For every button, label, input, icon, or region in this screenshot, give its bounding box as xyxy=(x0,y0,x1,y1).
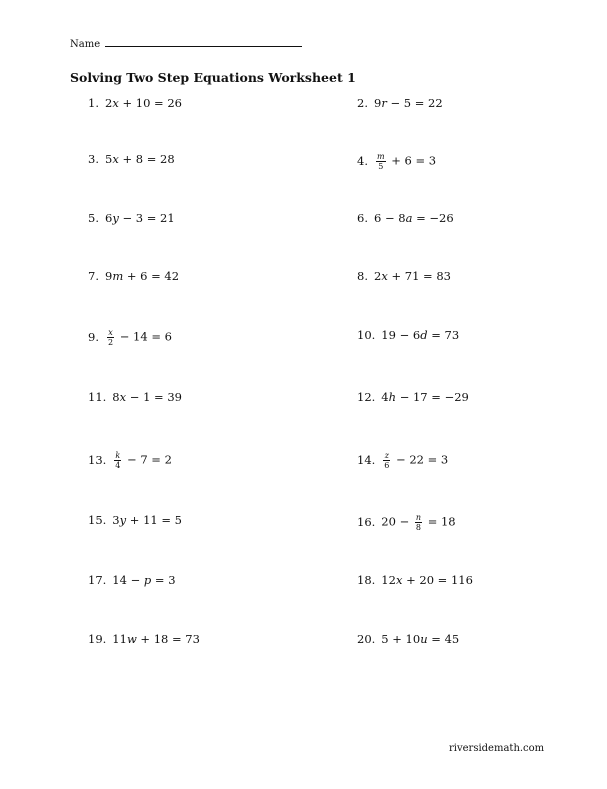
name-label: Name xyxy=(70,39,101,50)
problem-item xyxy=(357,390,469,404)
problem-number: 16. xyxy=(357,514,376,529)
name-blank-line[interactable] xyxy=(105,36,302,47)
problem-equation: 2x + 10 = 26 xyxy=(104,96,182,110)
problem-equation: 5x + 8 = 28 xyxy=(104,152,175,166)
problem-item xyxy=(88,632,200,646)
problem-item xyxy=(88,573,176,587)
problem-number: 2. xyxy=(357,96,368,110)
problem-number: 13. xyxy=(88,452,107,467)
problem-equation: 5 + 10u = 45 xyxy=(381,632,460,646)
worksheet-title: Solving Two Step Equations Worksheet 1 xyxy=(70,70,356,85)
problem-equation: 6 − 8a = −26 xyxy=(373,211,454,225)
problem-number: 6. xyxy=(357,211,368,225)
problem-number: 15. xyxy=(88,513,107,527)
problem-number: 17. xyxy=(88,573,107,587)
problem-item xyxy=(357,269,451,283)
problem-number: 5. xyxy=(88,211,99,225)
problem-number: 7. xyxy=(88,269,99,283)
problem-item xyxy=(88,96,182,110)
problem-equation: 9r − 5 = 22 xyxy=(373,96,443,110)
problem-equation: 9m + 6 = 42 xyxy=(104,269,180,283)
problem-equation: 11w + 18 = 73 xyxy=(112,632,200,646)
problem-equation: 20 − $\frac{n}{8}$ = 18 xyxy=(381,513,456,532)
problem-number: 4. xyxy=(357,153,368,168)
problem-number: 3. xyxy=(88,152,99,166)
problem-item xyxy=(88,152,175,166)
fraction: $\frac{k}{4}$ xyxy=(115,451,121,470)
problem-number: 19. xyxy=(88,632,107,646)
problem-item xyxy=(357,96,443,110)
problem-item xyxy=(357,211,454,225)
problem-item xyxy=(357,513,456,532)
problem-item xyxy=(88,451,172,470)
problem-equation: 2x + 71 = 83 xyxy=(373,269,451,283)
problem-equation: $\frac{x}{2}$ − 14 = 6 xyxy=(107,328,172,347)
problem-number: 14. xyxy=(357,452,376,467)
footer-site: riversidemath.com xyxy=(449,743,545,754)
fraction: $\frac{n}{8}$ xyxy=(415,513,422,532)
problem-equation: 8x − 1 = 39 xyxy=(112,390,182,404)
problem-item xyxy=(357,328,459,342)
problem-item xyxy=(357,573,473,587)
problem-number: 20. xyxy=(357,632,376,646)
problem-number: 8. xyxy=(357,269,368,283)
problem-item xyxy=(88,513,182,527)
problem-equation: $\frac{k}{4}$ − 7 = 2 xyxy=(115,451,172,470)
fraction: $\frac{m}{5}$ xyxy=(376,152,385,171)
problem-equation: $\frac{m}{5}$ + 6 = 3 xyxy=(376,152,437,171)
problem-equation: $\frac{z}{6}$ − 22 = 3 xyxy=(384,451,449,470)
fraction: $\frac{x}{2}$ xyxy=(107,328,114,347)
problem-equation: 19 − 6d = 73 xyxy=(381,328,460,342)
problem-item xyxy=(88,390,182,404)
problem-number: 9. xyxy=(88,329,99,344)
problem-item xyxy=(88,328,172,347)
problem-equation: 4h − 17 = −29 xyxy=(381,390,469,404)
problem-equation: 6y − 3 = 21 xyxy=(104,211,175,225)
problem-number: 10. xyxy=(357,328,376,342)
problem-equation: 12x + 20 = 116 xyxy=(381,573,473,587)
problem-equation: 14 − p = 3 xyxy=(112,573,176,587)
problem-item xyxy=(357,451,448,470)
problem-item xyxy=(88,211,175,225)
problem-item xyxy=(357,632,459,646)
fraction: $\frac{z}{6}$ xyxy=(384,451,390,470)
problem-number: 1. xyxy=(88,96,99,110)
problem-equation: 3y + 11 = 5 xyxy=(112,513,182,527)
problem-item xyxy=(88,269,179,283)
problem-number: 18. xyxy=(357,573,376,587)
name-field-row xyxy=(70,36,302,50)
problem-number: 12. xyxy=(357,390,376,404)
problem-item xyxy=(357,152,436,171)
problem-number: 11. xyxy=(88,390,107,404)
